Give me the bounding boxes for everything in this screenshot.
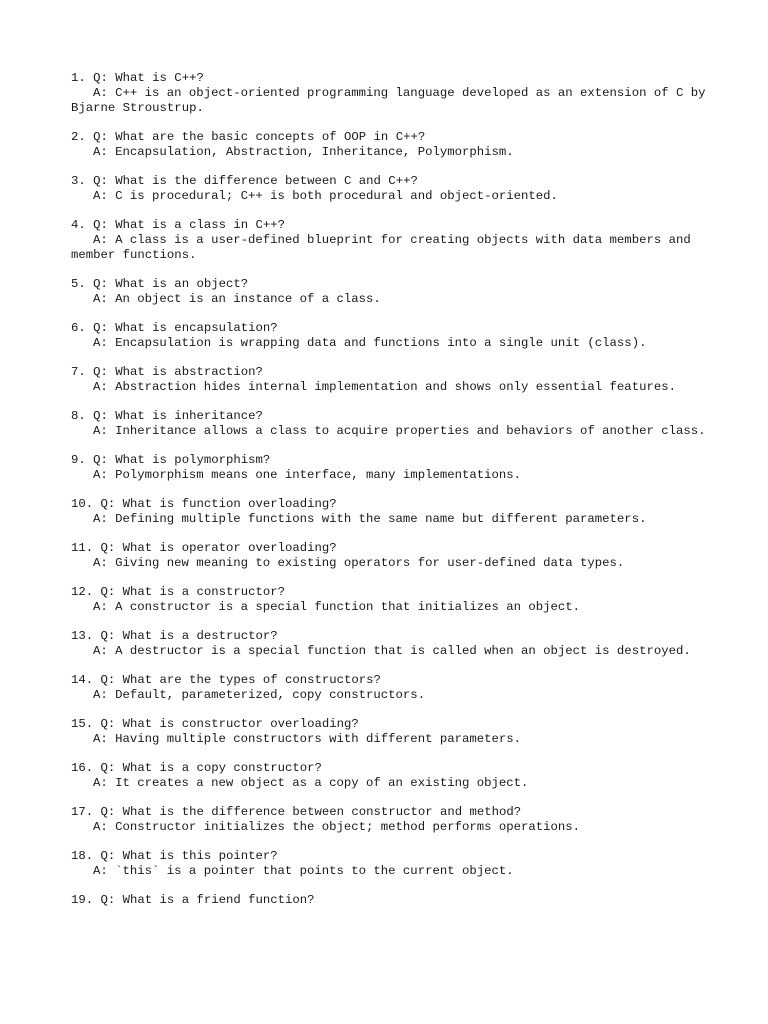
question: 18. Q: What is this pointer? (71, 849, 278, 863)
answer: A: Giving new meaning to existing operators for user-defined data types. (93, 556, 625, 570)
qa-item-15 (71, 717, 711, 747)
question: 1. Q: What is C++? (71, 71, 204, 85)
qa-item-4 (71, 218, 711, 263)
question: 7. Q: What is abstraction? (71, 365, 263, 379)
answer: A: C is procedural; C++ is both procedural and object-oriented. (93, 189, 558, 203)
question: 2. Q: What are the basic concepts of OOP in C++? (71, 130, 426, 144)
qa-item-8 (71, 409, 711, 439)
answer: A: It creates a new object as a copy of an existing object. (93, 776, 529, 790)
answer: A: `this` is a pointer that points to the current object. (93, 864, 514, 878)
question: 4. Q: What is a class in C++? (71, 218, 286, 232)
question: 17. Q: What is the difference between constructor and method? (71, 805, 522, 819)
qa-item-16 (71, 761, 711, 791)
answer: A: Polymorphism means one interface, many implementations. (93, 468, 522, 482)
question: 3. Q: What is the difference between C and C++? (71, 174, 418, 188)
qa-item-19 (71, 893, 711, 908)
question: 10. Q: What is function overloading? (71, 497, 337, 511)
qa-item-5 (71, 277, 711, 307)
question: 9. Q: What is polymorphism? (71, 453, 271, 467)
qa-item-7 (71, 365, 711, 395)
qa-item-9 (71, 453, 711, 483)
qa-item-3 (71, 174, 711, 204)
question: 14. Q: What are the types of constructors? (71, 673, 381, 687)
question: 16. Q: What is a copy constructor? (71, 761, 322, 775)
question: 11. Q: What is operator overloading? (71, 541, 337, 555)
question: 19. Q: What is a friend function? (71, 893, 315, 907)
qa-item-13 (71, 629, 711, 659)
document-page (71, 71, 711, 922)
answer: A: A class is a user-defined blueprint for creating objects with data members and member functions. (71, 233, 699, 262)
qa-item-14 (71, 673, 711, 703)
answer: A: Constructor initializes the object; method performs operations. (93, 820, 581, 834)
qa-item-17 (71, 805, 711, 835)
answer: A: A constructor is a special function that initializes an object. (93, 600, 581, 614)
qa-item-1 (71, 71, 711, 116)
answer: A: Default, parameterized, copy constructors. (93, 688, 426, 702)
answer: A: Encapsulation is wrapping data and functions into a single unit (class). (93, 336, 647, 350)
answer: A: Having multiple constructors with different parameters. (93, 732, 522, 746)
question: 13. Q: What is a destructor? (71, 629, 278, 643)
qa-item-6 (71, 321, 711, 351)
answer: A: C++ is an object-oriented programming language developed as an extension of C by Bjarne Stroustrup. (71, 86, 713, 115)
answer: A: Inheritance allows a class to acquire properties and behaviors of another class. (93, 424, 706, 438)
qa-item-18 (71, 849, 711, 879)
answer: A: Abstraction hides internal implementation and shows only essential features. (93, 380, 676, 394)
qa-item-10 (71, 497, 711, 527)
answer: A: Encapsulation, Abstraction, Inheritance, Polymorphism. (93, 145, 514, 159)
answer: A: An object is an instance of a class. (93, 292, 381, 306)
question: 5. Q: What is an object? (71, 277, 249, 291)
answer: A: Defining multiple functions with the same name but different parameters. (93, 512, 647, 526)
qa-item-2 (71, 130, 711, 160)
qa-item-11 (71, 541, 711, 571)
question: 12. Q: What is a constructor? (71, 585, 286, 599)
question: 8. Q: What is inheritance? (71, 409, 263, 423)
question: 15. Q: What is constructor overloading? (71, 717, 359, 731)
question: 6. Q: What is encapsulation? (71, 321, 278, 335)
answer: A: A destructor is a special function that is called when an object is destroyed. (93, 644, 691, 658)
qa-item-12 (71, 585, 711, 615)
